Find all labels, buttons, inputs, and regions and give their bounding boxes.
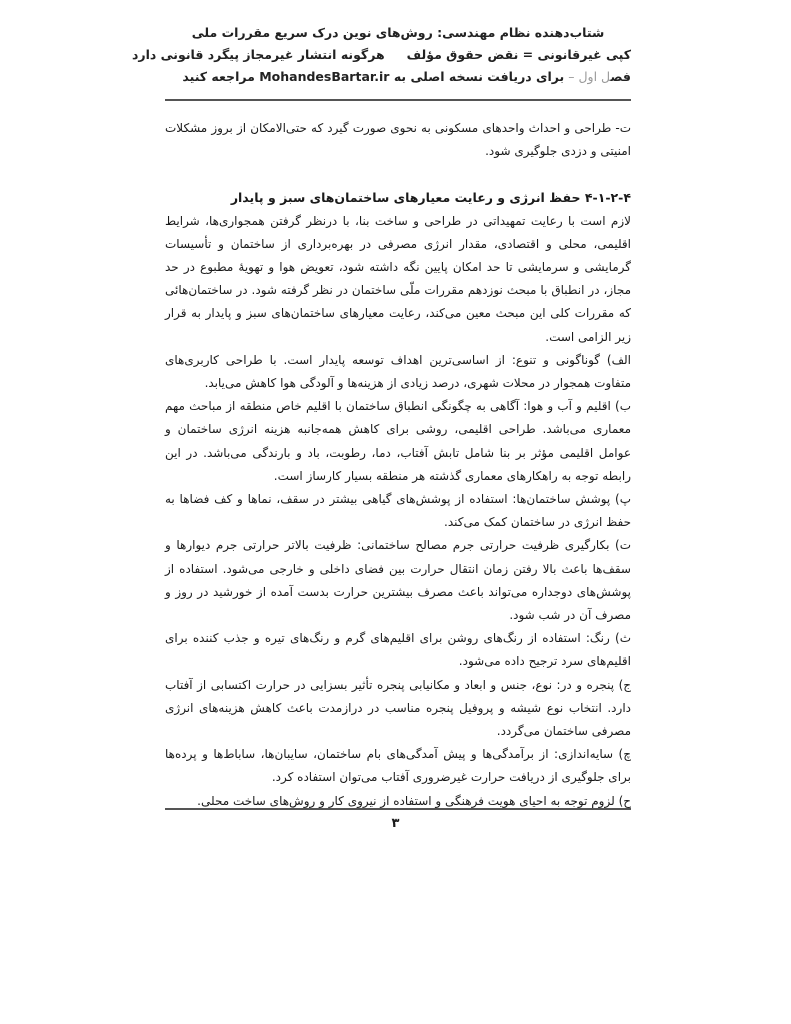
chapter-label (564, 69, 631, 84)
list-item: ح) لزوم توجه به احیای هویت فرهنگی و استفاده از نیروی کار و روش‌های ساخت محلی. (197, 793, 631, 808)
header-copyright-line (132, 44, 631, 66)
list-item: ت) بکارگیری ظرفیت حرارتی جرم مصالح ساختمانی: ظرفیت بالاتر حرارتی جرم دیوارها و سقف‌ها باعث بالا رفتن زمان انتقال حرارت بین فضای داخلی و خارجی می‌شود. استفاده از پوشش‌های دوجداره می‌تواند باعث مصرف بیشترین حرارت بدست آمده از خورشید در روز و مصرف آن در شب شود. (165, 538, 631, 623)
paragraph-item-te: ت- طراحی و احداث واحدهای مسکونی به نحوی صورت گیرد که حتی‌الامکان از بروز مشکلات امنیتی و دزدی جلوگیری شود. (165, 121, 631, 159)
header-chapter-line (165, 66, 631, 88)
footer-rule (165, 808, 631, 810)
section-heading: ۴-۱-۲-۴ حفظ انرژی و رعایت معیارهای ساختمان‌های سبز و پایدار (230, 190, 631, 206)
list-item: پ) پوشش ساختمان‌ها: استفاده از پوشش‌های گیاهی بیشتر در سقف، نماها و کف فضاها به حفظ انرژی در ساختمان کمک می‌کند. (165, 492, 631, 530)
intro-paragraph: لازم است با رعایت تمهیداتی در طراحی و ساخت بنا، با درنظر گرفتن همجواری‌ها، شرایط اقلیمی، محلی و اقتصادی، مقدار انرژی مصرفی در بهره‌برداری از ساختمان و تأسیسات گرمایشی و سرمایشی تا حد امکان پایین نگه داشته شود، تعویض هوا و تهویهٔ مطبوع در حد مجاز، در انطباق با مبحث نوزدهم مقررات ملّی ساختمان در نظر گرفته شود. در ساختمان‌هائی که مقررات کلی این مبحث معین می‌کند، رعایت معیارهای ساختمان‌های سبز و پایدار به قرار زیر الزامی است. (165, 213, 631, 344)
chapter-rest: ل اول – (564, 69, 611, 84)
page-body (165, 117, 631, 813)
header-title: شتاب‌دهنده نظام مهندسی: روش‌های نوین درک سریع مقررات ملی (191, 25, 605, 40)
list-item: ج) پنجره و در: نوع، جنس و ابعاد و مکانیابی پنجره تأثیر بسزایی در حرارت اکتسابی از آفتاب دارد. انتخاب نوع شیشه و پروفیل پنجره مناسب در درازمدت باعث کاهش هزینه‌های انرژی مصرفی ساختمان می‌گردد. (165, 677, 631, 739)
header-rule (165, 99, 631, 101)
list-item: ب) اقلیم و آب و هوا: آگاهی به چگونگی انطباق ساختمان با اقلیم خاص منطقه از مباحث مهم معماری می‌باشد. طراحی اقلیمی، روشی برای کاهش همه‌جانبه هزینه انرژی ساختمان و عوامل اقلیمی مؤثر بر بنا شامل تابش آفتاب، دما، رطوبت، باد و بارندگی می‌باشد. در این رابطه توجه به راهکارهای معماری گذشته هر منطقه بسیار کارساز است. (165, 399, 631, 483)
copyright-warning: کپی غیرقانونی = نقض حقوق مؤلف (406, 47, 631, 62)
page-number: ۳ (391, 816, 400, 831)
source-notice: برای دریافت نسخه اصلی به MohandesBartar.ir مراجعه کنید (182, 69, 565, 84)
list-item: چ) سایه‌اندازی: از برآمدگی‌ها و پیش آمدگی‌های بام ساختمان، سایبان‌ها، ساباط‌ها و پرده‌ها برای جلوگیری از دریافت حرارت غیرضروری آفتاب می‌توان استفاده کرد. (165, 747, 631, 785)
list-item: الف) گوناگونی و تنوع: از اساسی‌ترین اهداف توسعه پایدار است. با طراحی کاربری‌های متفاوت همجوار در محلات شهری، درصد زیادی از هزینه‌ها و آلودگی هوا کاهش می‌یابد. (165, 352, 631, 391)
chapter-prefix: فص (610, 69, 631, 84)
list-item: ث) رنگ: استفاده از رنگ‌های روشن برای اقلیم‌های گرم و رنگ‌های تیره و جذب کننده برای اقلیم‌های سرد ترجیح داده می‌شود. (165, 631, 631, 669)
piracy-warning: هرگونه انتشار غیرمجاز پیگرد قانونی دارد (132, 47, 385, 62)
page-header (132, 22, 631, 88)
